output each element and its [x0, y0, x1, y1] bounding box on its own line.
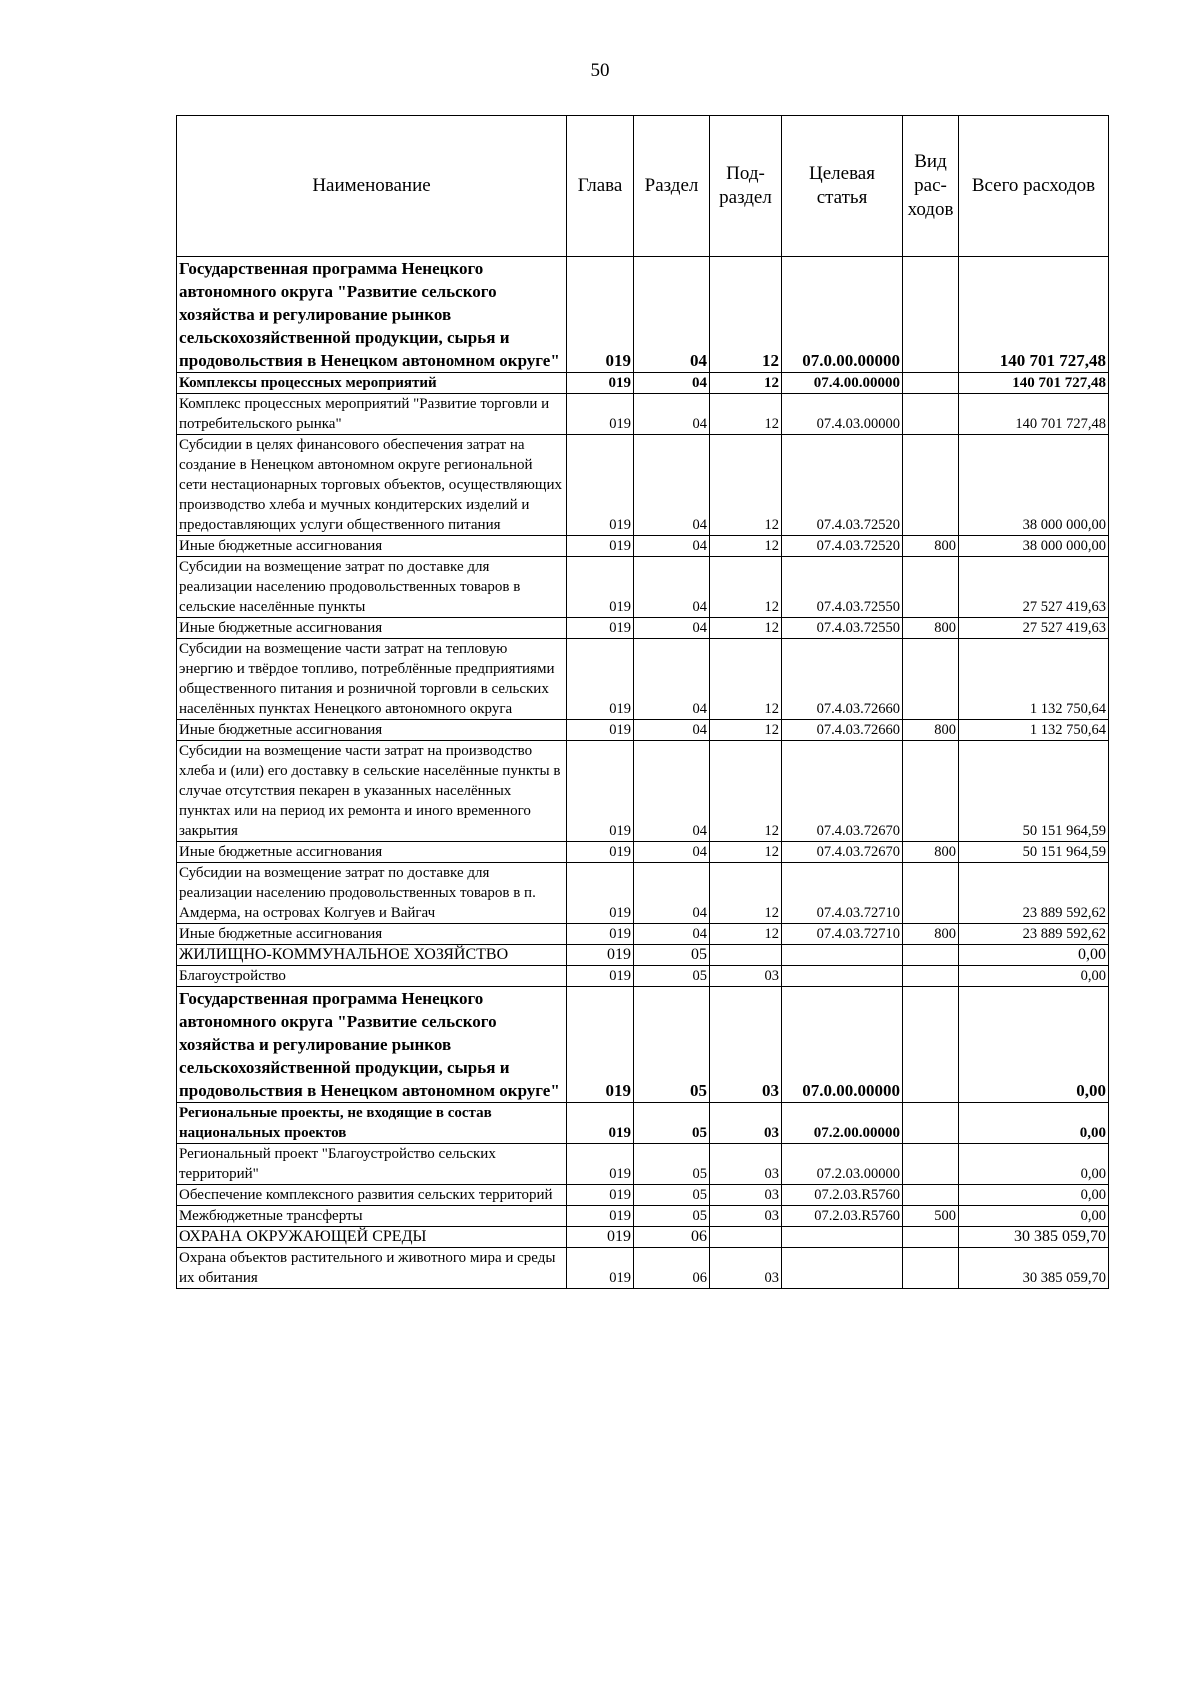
page-number: 50: [590, 60, 610, 81]
row-vid: [903, 863, 959, 924]
row-name: Государственная программа Ненецкого автономного округа "Развитие сельского хозяйства и регулирование рынков сельскохозяйственной продукции, сырья и продовольствия в Ненецком автономном округе": [177, 257, 567, 373]
row-razdel: 04: [634, 373, 710, 394]
row-vid: [903, 639, 959, 720]
table-header-row: [177, 116, 1109, 257]
row-glava: 019: [567, 435, 634, 536]
row-name: ОХРАНА ОКРУЖАЮЩЕЙ СРЕДЫ: [177, 1227, 567, 1248]
row-razdel: 05: [634, 1206, 710, 1227]
row-vid: [903, 945, 959, 966]
row-razdel: 05: [634, 987, 710, 1103]
row-name: Иные бюджетные ассигнования: [177, 842, 567, 863]
table-row: [177, 1248, 1109, 1289]
row-celevaya: [782, 945, 903, 966]
table-row: [177, 863, 1109, 924]
row-razdel: 06: [634, 1248, 710, 1289]
row-razdel: 06: [634, 1227, 710, 1248]
row-vsego: 38 000 000,00: [959, 435, 1109, 536]
row-celevaya: 07.4.03.72670: [782, 842, 903, 863]
header-name: Наименование: [177, 116, 567, 257]
row-podrazdel: 12: [710, 618, 782, 639]
table-row: [177, 741, 1109, 842]
row-celevaya: 07.4.03.72660: [782, 720, 903, 741]
table-row: [177, 394, 1109, 435]
row-name: Региональные проекты, не входящие в состав национальных проектов: [177, 1103, 567, 1144]
row-podrazdel: [710, 945, 782, 966]
row-podrazdel: 03: [710, 1248, 782, 1289]
row-podrazdel: 03: [710, 1185, 782, 1206]
row-name: Иные бюджетные ассигнования: [177, 720, 567, 741]
table-row: [177, 257, 1109, 373]
row-glava: 019: [567, 987, 634, 1103]
row-name: Субсидии в целях финансового обеспечения затрат на создание в Ненецком автономном округе региональной сети нестационарных торговых объектов, осуществляющих производство хлеба и мучных кондитерских изделий и предоставляющих услуги общественного питания: [177, 435, 567, 536]
row-glava: 019: [567, 741, 634, 842]
row-podrazdel: 12: [710, 557, 782, 618]
header-vsego: Всего расходов: [959, 116, 1109, 257]
row-podrazdel: 12: [710, 924, 782, 945]
row-razdel: 05: [634, 1103, 710, 1144]
row-vsego: 0,00: [959, 987, 1109, 1103]
row-celevaya: 07.4.03.72710: [782, 863, 903, 924]
table-row: [177, 842, 1109, 863]
row-name: Комплексы процессных мероприятий: [177, 373, 567, 394]
row-glava: 019: [567, 945, 634, 966]
row-glava: 019: [567, 842, 634, 863]
row-celevaya: 07.4.00.00000: [782, 373, 903, 394]
row-glava: 019: [567, 1103, 634, 1144]
row-glava: 019: [567, 1206, 634, 1227]
row-celevaya: 07.4.03.00000: [782, 394, 903, 435]
row-podrazdel: 12: [710, 741, 782, 842]
header-podrazdel: Под- раздел: [710, 116, 782, 257]
row-razdel: 04: [634, 536, 710, 557]
header-vid: Вид рас- ходов: [903, 116, 959, 257]
row-vsego: 0,00: [959, 1185, 1109, 1206]
row-vsego: 27 527 419,63: [959, 618, 1109, 639]
row-glava: 019: [567, 257, 634, 373]
header-razdel: Раздел: [634, 116, 710, 257]
row-podrazdel: 03: [710, 966, 782, 987]
row-celevaya: [782, 1248, 903, 1289]
row-vid: [903, 557, 959, 618]
row-vid: [903, 1144, 959, 1185]
row-razdel: 04: [634, 741, 710, 842]
row-glava: 019: [567, 557, 634, 618]
table-row: [177, 1206, 1109, 1227]
row-glava: 019: [567, 1227, 634, 1248]
row-vid: 800: [903, 924, 959, 945]
table-row: [177, 373, 1109, 394]
row-vid: 800: [903, 536, 959, 557]
table-row: [177, 557, 1109, 618]
row-vid: [903, 741, 959, 842]
row-vsego: 30 385 059,70: [959, 1248, 1109, 1289]
row-glava: 019: [567, 618, 634, 639]
row-vsego: 1 132 750,64: [959, 639, 1109, 720]
table-row: [177, 1185, 1109, 1206]
table-row: [177, 945, 1109, 966]
row-vid: [903, 257, 959, 373]
row-podrazdel: 12: [710, 435, 782, 536]
row-glava: 019: [567, 1248, 634, 1289]
row-name: Государственная программа Ненецкого автономного округа "Развитие сельского хозяйства и регулирование рынков сельскохозяйственной продукции, сырья и продовольствия в Ненецком автономном округе": [177, 987, 567, 1103]
row-vsego: 1 132 750,64: [959, 720, 1109, 741]
row-razdel: 05: [634, 1144, 710, 1185]
row-vsego: 140 701 727,48: [959, 373, 1109, 394]
row-razdel: 04: [634, 842, 710, 863]
row-razdel: 04: [634, 257, 710, 373]
header-celevaya: Целевая статья: [782, 116, 903, 257]
row-podrazdel: 03: [710, 1144, 782, 1185]
table-row: [177, 720, 1109, 741]
table-row: [177, 536, 1109, 557]
row-celevaya: 07.4.03.72550: [782, 618, 903, 639]
row-vid: [903, 1248, 959, 1289]
row-vid: [903, 966, 959, 987]
row-vsego: 23 889 592,62: [959, 924, 1109, 945]
row-razdel: 04: [634, 863, 710, 924]
row-podrazdel: 03: [710, 1103, 782, 1144]
row-glava: 019: [567, 863, 634, 924]
row-vid: [903, 1185, 959, 1206]
row-glava: 019: [567, 1144, 634, 1185]
row-celevaya: 07.2.03.R5760: [782, 1185, 903, 1206]
row-name: Охрана объектов растительного и животного мира и среды их обитания: [177, 1248, 567, 1289]
row-vid: 800: [903, 618, 959, 639]
row-name: Иные бюджетные ассигнования: [177, 924, 567, 945]
row-vid: [903, 1227, 959, 1248]
row-glava: 019: [567, 1185, 634, 1206]
row-celevaya: 07.0.00.00000: [782, 257, 903, 373]
row-celevaya: 07.4.03.72520: [782, 536, 903, 557]
row-vsego: 0,00: [959, 1206, 1109, 1227]
row-razdel: 05: [634, 966, 710, 987]
row-razdel: 05: [634, 1185, 710, 1206]
row-podrazdel: 12: [710, 842, 782, 863]
row-celevaya: 07.2.00.00000: [782, 1103, 903, 1144]
row-name: Региональный проект "Благоустройство сельских территорий": [177, 1144, 567, 1185]
row-name: Субсидии на возмещение части затрат на тепловую энергию и твёрдое топливо, потреблённые предприятиями общественного питания и розничной торговли в сельских населённых пунктах Ненецкого автономного округа: [177, 639, 567, 720]
row-vid: [903, 394, 959, 435]
row-vsego: 50 151 964,59: [959, 741, 1109, 842]
row-razdel: 04: [634, 639, 710, 720]
row-vsego: 23 889 592,62: [959, 863, 1109, 924]
row-razdel: 04: [634, 618, 710, 639]
row-razdel: 04: [634, 720, 710, 741]
table-row: [177, 924, 1109, 945]
row-vsego: 140 701 727,48: [959, 394, 1109, 435]
row-celevaya: 07.4.03.72520: [782, 435, 903, 536]
row-celevaya: 07.4.03.72670: [782, 741, 903, 842]
row-name: Комплекс процессных мероприятий "Развитие торговли и потребительского рынка": [177, 394, 567, 435]
row-podrazdel: 12: [710, 394, 782, 435]
row-celevaya: [782, 966, 903, 987]
row-name: Межбюджетные трансферты: [177, 1206, 567, 1227]
row-glava: 019: [567, 924, 634, 945]
row-name: Иные бюджетные ассигнования: [177, 618, 567, 639]
row-celevaya: 07.2.03.00000: [782, 1144, 903, 1185]
row-name: Субсидии на возмещение части затрат на производство хлеба и (или) его доставку в сельские населённые пункты в случае отсутствия пекарен в указанных населённых пунктах или на период их ремонта и иного временного закрытия: [177, 741, 567, 842]
row-razdel: 04: [634, 924, 710, 945]
row-vid: 500: [903, 1206, 959, 1227]
row-vid: [903, 435, 959, 536]
row-celevaya: 07.0.00.00000: [782, 987, 903, 1103]
row-celevaya: 07.4.03.72550: [782, 557, 903, 618]
row-glava: 019: [567, 373, 634, 394]
row-name: Благоустройство: [177, 966, 567, 987]
row-podrazdel: 12: [710, 863, 782, 924]
budget-table: [176, 115, 1109, 1289]
row-vid: 800: [903, 842, 959, 863]
row-vid: 800: [903, 720, 959, 741]
table-row: [177, 987, 1109, 1103]
row-podrazdel: 12: [710, 639, 782, 720]
row-name: Обеспечение комплексного развития сельских территорий: [177, 1185, 567, 1206]
row-podrazdel: 12: [710, 257, 782, 373]
row-vsego: 27 527 419,63: [959, 557, 1109, 618]
row-vsego: 30 385 059,70: [959, 1227, 1109, 1248]
row-glava: 019: [567, 720, 634, 741]
row-podrazdel: 12: [710, 373, 782, 394]
table-row: [177, 1144, 1109, 1185]
row-vid: [903, 987, 959, 1103]
row-name: Субсидии на возмещение затрат по доставке для реализации населению продовольственных товаров в п. Амдерма, на островах Колгуев и Вайгач: [177, 863, 567, 924]
row-celevaya: 07.4.03.72710: [782, 924, 903, 945]
row-razdel: 04: [634, 435, 710, 536]
row-vsego: 38 000 000,00: [959, 536, 1109, 557]
row-name: Субсидии на возмещение затрат по доставке для реализации населению продовольственных товаров в сельские населённые пункты: [177, 557, 567, 618]
row-vsego: 50 151 964,59: [959, 842, 1109, 863]
table-row: [177, 1227, 1109, 1248]
row-vsego: 0,00: [959, 1144, 1109, 1185]
row-glava: 019: [567, 536, 634, 557]
row-celevaya: 07.4.03.72660: [782, 639, 903, 720]
row-vsego: 0,00: [959, 966, 1109, 987]
row-vsego: 0,00: [959, 1103, 1109, 1144]
table-row: [177, 639, 1109, 720]
row-vsego: 140 701 727,48: [959, 257, 1109, 373]
table-row: [177, 435, 1109, 536]
row-name: ЖИЛИЩНО-КОММУНАЛЬНОЕ ХОЗЯЙСТВО: [177, 945, 567, 966]
row-podrazdel: 03: [710, 1206, 782, 1227]
row-razdel: 04: [634, 557, 710, 618]
row-vid: [903, 373, 959, 394]
row-podrazdel: [710, 1227, 782, 1248]
row-vid: [903, 1103, 959, 1144]
header-glava: Глава: [567, 116, 634, 257]
row-podrazdel: 12: [710, 720, 782, 741]
row-name: Иные бюджетные ассигнования: [177, 536, 567, 557]
row-razdel: 05: [634, 945, 710, 966]
row-podrazdel: 12: [710, 536, 782, 557]
table-row: [177, 966, 1109, 987]
row-glava: 019: [567, 639, 634, 720]
table-row: [177, 618, 1109, 639]
row-vsego: 0,00: [959, 945, 1109, 966]
row-glava: 019: [567, 394, 634, 435]
row-celevaya: [782, 1227, 903, 1248]
row-celevaya: 07.2.03.R5760: [782, 1206, 903, 1227]
table-row: [177, 1103, 1109, 1144]
row-razdel: 04: [634, 394, 710, 435]
row-podrazdel: 03: [710, 987, 782, 1103]
row-glava: 019: [567, 966, 634, 987]
